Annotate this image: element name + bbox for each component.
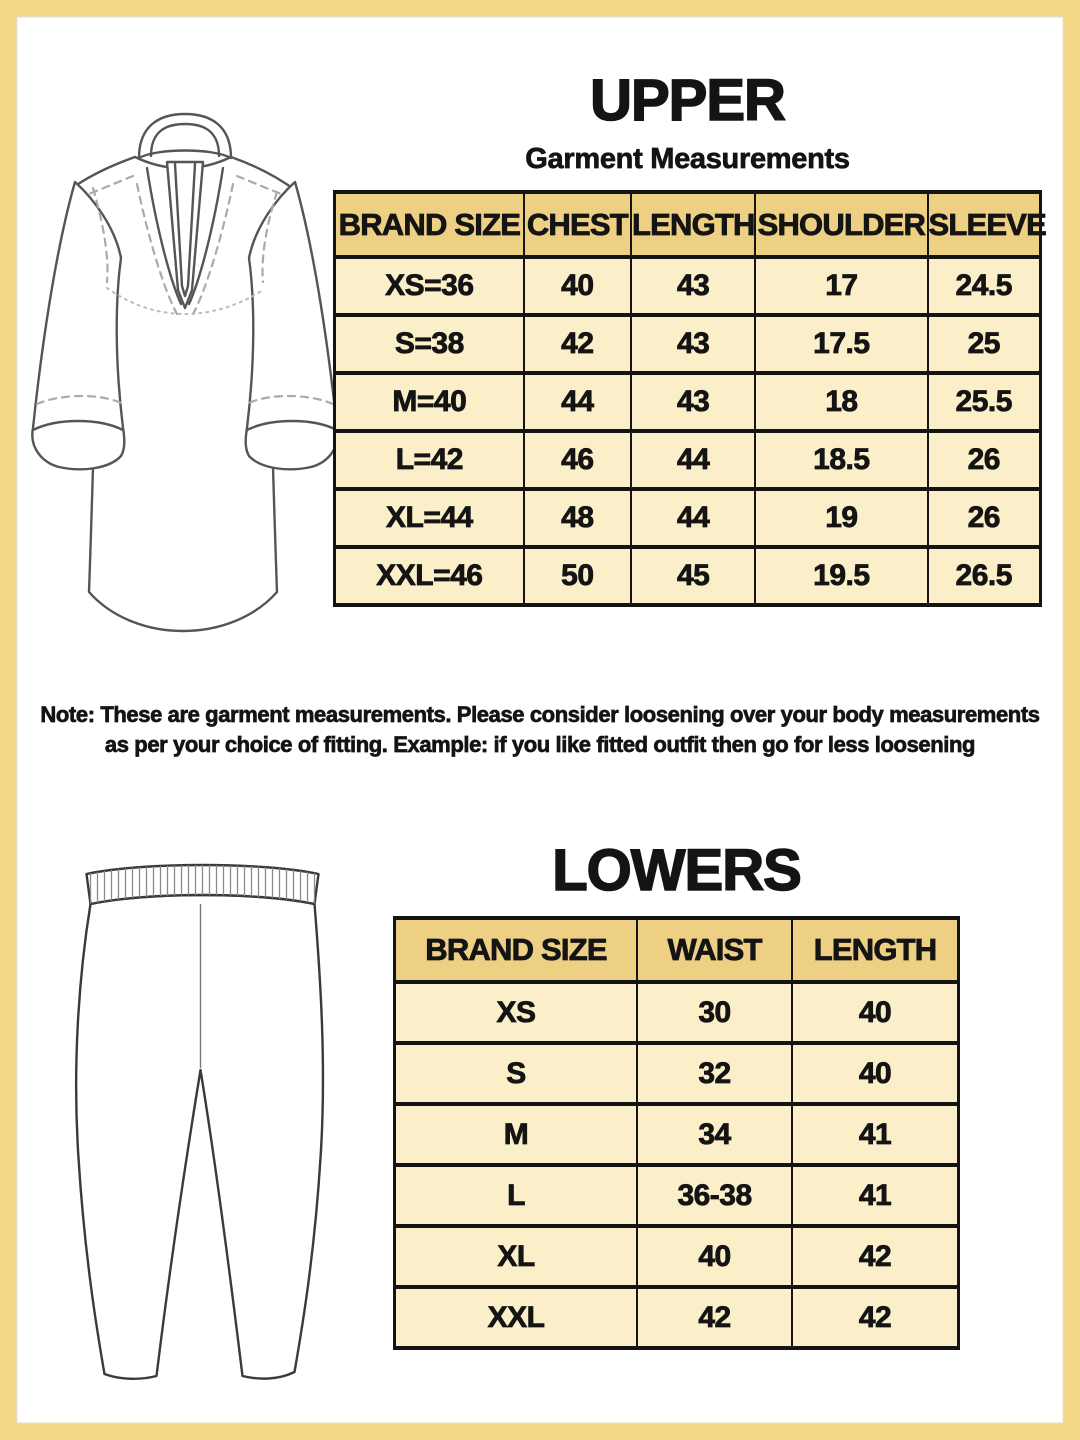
cell-chest: 42 — [524, 315, 631, 373]
column-header-chest: CHEST — [524, 192, 631, 257]
cell-sleeve: 25.5 — [928, 373, 1041, 431]
cell-brand-size: XXL=46 — [335, 547, 524, 605]
cell-shoulder: 18.5 — [755, 431, 927, 489]
cell-chest: 40 — [524, 257, 631, 315]
size-row-m — [395, 1104, 959, 1165]
cell-length: 40 — [792, 982, 958, 1043]
cell-length: 41 — [792, 1104, 958, 1165]
note-line-2: as per your choice of fitting. Example: if you like fitted outfit then go for less loosening — [104, 732, 976, 757]
cell-length: 44 — [631, 431, 755, 489]
cell-waist: 30 — [637, 982, 792, 1043]
cell-sleeve: 26 — [928, 489, 1041, 547]
cell-shoulder: 17 — [755, 257, 927, 315]
column-header-shoulder: SHOULDER — [755, 192, 927, 257]
column-header-waist: WAIST — [637, 918, 792, 982]
cell-brand-size: XXL — [395, 1287, 638, 1348]
cell-waist: 34 — [637, 1104, 792, 1165]
cell-shoulder: 19.5 — [755, 547, 927, 605]
cell-length: 41 — [792, 1165, 958, 1226]
cell-waist: 32 — [637, 1043, 792, 1104]
column-header-brand-size: BRAND SIZE — [395, 918, 638, 982]
cell-sleeve: 25 — [928, 315, 1041, 373]
size-row-s — [335, 315, 1041, 373]
column-header-brand-size: BRAND SIZE — [335, 192, 524, 257]
cell-length: 43 — [631, 373, 755, 431]
size-row-xs — [395, 982, 959, 1043]
lowers-section-title: LOWERS — [552, 838, 801, 903]
cell-brand-size: M — [395, 1104, 638, 1165]
cell-length: 42 — [792, 1287, 958, 1348]
cell-brand-size: L — [395, 1165, 638, 1226]
upper-size-table — [333, 190, 1047, 607]
cell-length: 40 — [792, 1043, 958, 1104]
pants-illustration-icon — [50, 858, 355, 1403]
kurta-illustration-icon — [15, 112, 355, 652]
size-row-xl — [395, 1226, 959, 1287]
cell-shoulder: 18 — [755, 373, 927, 431]
cell-brand-size: S=38 — [335, 315, 524, 373]
cell-length: 43 — [631, 257, 755, 315]
note-line-1: Note: These are garment measurements. Please consider loosening over your body measurements — [40, 702, 1040, 727]
cell-sleeve: 26.5 — [928, 547, 1041, 605]
cell-length: 42 — [792, 1226, 958, 1287]
cell-length: 45 — [631, 547, 755, 605]
size-row-xs — [335, 257, 1041, 315]
cell-length: 43 — [631, 315, 755, 373]
size-row-m — [335, 373, 1041, 431]
lowers-size-table — [393, 916, 960, 1350]
cell-shoulder: 19 — [755, 489, 927, 547]
cell-length: 44 — [631, 489, 755, 547]
cell-chest: 48 — [524, 489, 631, 547]
cell-brand-size: L=42 — [335, 431, 524, 489]
cell-waist: 42 — [637, 1287, 792, 1348]
cell-brand-size: XL — [395, 1226, 638, 1287]
cell-brand-size: S — [395, 1043, 638, 1104]
size-row-xxl — [395, 1287, 959, 1348]
cell-brand-size: XS — [395, 982, 638, 1043]
upper-section-title: UPPER — [590, 68, 785, 133]
cell-chest: 44 — [524, 373, 631, 431]
cell-sleeve: 24.5 — [928, 257, 1041, 315]
upper-section-subtitle: Garment Measurements — [525, 143, 850, 175]
cell-sleeve: 26 — [928, 431, 1041, 489]
size-row-xxl — [335, 547, 1041, 605]
cell-brand-size: M=40 — [335, 373, 524, 431]
cell-shoulder: 17.5 — [755, 315, 927, 373]
cell-brand-size: XS=36 — [335, 257, 524, 315]
cell-waist: 40 — [637, 1226, 792, 1287]
cell-chest: 50 — [524, 547, 631, 605]
cell-chest: 46 — [524, 431, 631, 489]
column-header-length: LENGTH — [792, 918, 958, 982]
size-row-xl — [335, 489, 1041, 547]
column-header-length: LENGTH — [631, 192, 755, 257]
size-row-l — [395, 1165, 959, 1226]
cell-brand-size: XL=44 — [335, 489, 524, 547]
lowers-table-header-row — [395, 918, 959, 982]
column-header-sleeve: SLEEVE — [928, 192, 1041, 257]
measurement-note — [16, 700, 1064, 760]
cell-waist: 36-38 — [637, 1165, 792, 1226]
upper-table-header-row — [335, 192, 1041, 257]
size-row-l — [335, 431, 1041, 489]
size-row-s — [395, 1043, 959, 1104]
